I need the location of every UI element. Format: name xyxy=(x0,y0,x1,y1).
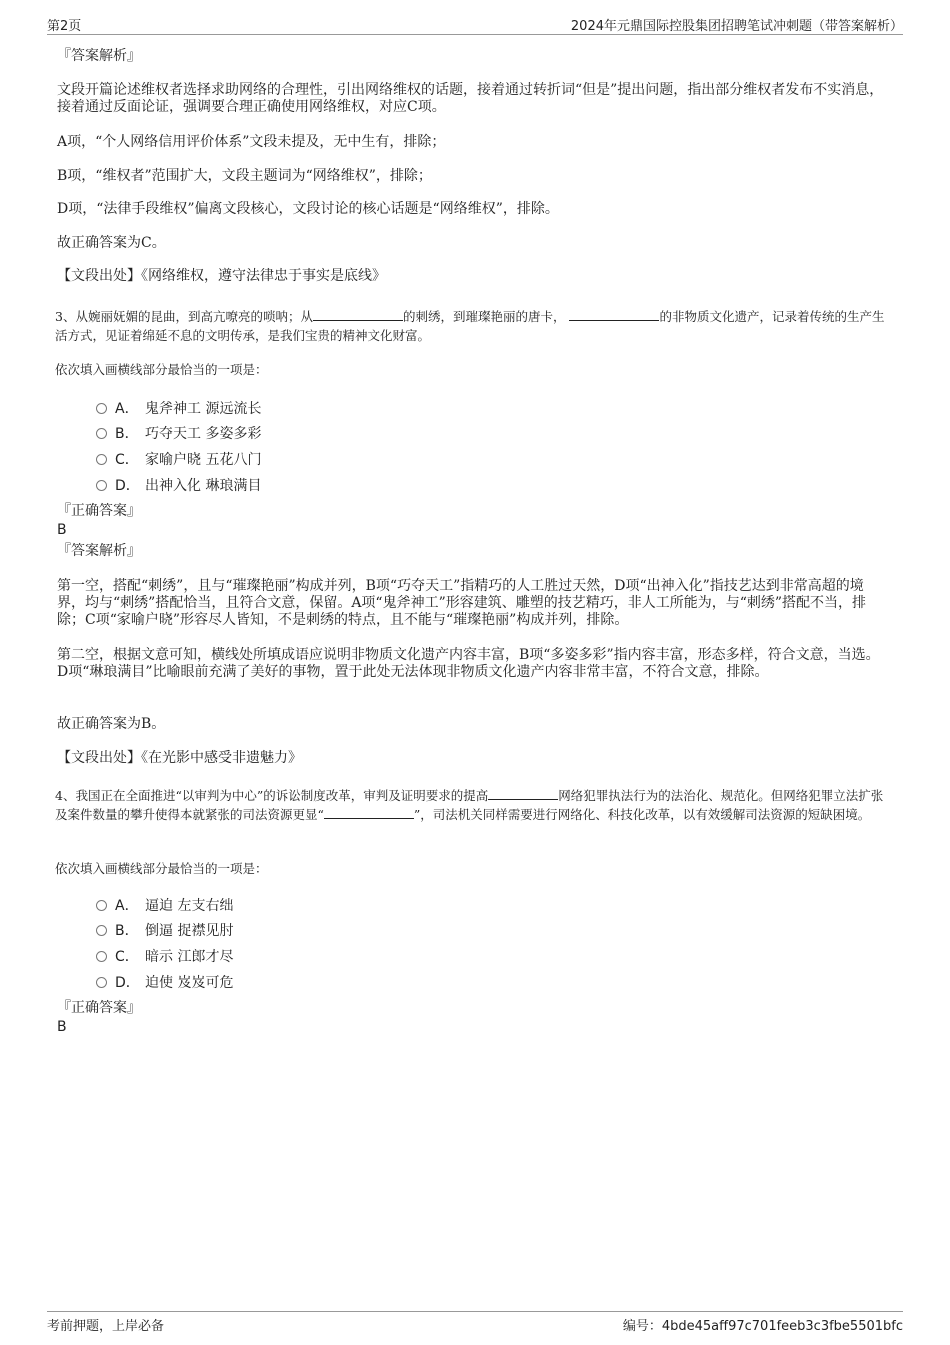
radio-icon[interactable] xyxy=(96,428,107,439)
q3-stem-part-a: 3、从婉丽妩媚的昆曲，到高亢嘹亮的唢呐；从 xyxy=(55,309,313,324)
q3-answer-label: 『正确答案』 xyxy=(57,503,141,519)
option-text: 迫使 岌岌可危 xyxy=(145,975,234,991)
q2-analysis-label: 『答案解析』 xyxy=(57,48,141,64)
q3-prompt: 依次填入画横线部分最恰当的一项是： xyxy=(55,362,268,377)
q4-prompt: 依次填入画横线部分最恰当的一项是： xyxy=(55,861,268,876)
document-id: 编号：4bde45aff97c701feeb3c3fbe5501bfc xyxy=(622,1319,903,1334)
radio-icon[interactable] xyxy=(96,403,107,414)
document-title: 2024年元鼎国际控股集团招聘笔试冲刺题（带答案解析） xyxy=(570,19,903,34)
q3-analysis-p2: 第二空，根据文意可知，横线处所填成语应说明非物质文化遗产内容丰富，B项“多姿多彩”指内容丰富，形态多样，符合文意，当选。D项“琳琅满目”比喻眼前充满了美好的事物，置于此处无法体现非物质文化遗产内容非常丰富，不符合文意，排除。 xyxy=(57,647,880,680)
option-letter: B． xyxy=(115,426,139,442)
q4-answer-label: 『正确答案』 xyxy=(57,1000,141,1016)
option-letter: A． xyxy=(115,401,139,417)
q3-option-d[interactable] xyxy=(96,475,261,495)
q2-analysis-p1: 文段开篇论述维权者选择求助网络的合理性，引出网络维权的话题，接着通过转折词“但是”提出问题，指出部分维权者发布不实消息，接着通过反面论证，强调要合理正确使用网络维权，对应C项。 xyxy=(57,82,884,115)
q4-stem-part-b: 网络犯罪执法行为的法治化、规范化。但网络犯罪立法扩张及案件数量的攀升使得本就紧张的司法资源更显“ xyxy=(55,788,884,822)
radio-icon[interactable] xyxy=(96,900,107,911)
page-number: 第2页 xyxy=(47,19,82,34)
q3-answer: B xyxy=(57,522,67,538)
option-letter: A． xyxy=(115,898,139,914)
q3-stem-part-c: 的非物质文化遗产，记录着传统的生产生活方式，见证着绵延不息的文明传承，是我们宝贵的精神文化财富。 xyxy=(55,309,885,343)
option-text: 逼迫 左支右绌 xyxy=(145,898,234,914)
q4-stem-part-a: 4、我国正在全面推进“以审判为中心”的诉讼制度改革，审判及证明要求的提高 xyxy=(55,788,489,803)
q4-blank-1 xyxy=(488,787,558,800)
page-footer xyxy=(47,1311,903,1336)
q3-stem-part-b: 的刺绣，到璀璨艳丽的唐卡， xyxy=(402,309,566,324)
q4-option-c[interactable] xyxy=(96,946,233,966)
option-text: 暗示 江郎才尽 xyxy=(145,949,234,965)
q2-analysis-p2: A项，“个人网络信用评价体系”文段未提及，无中生有，排除； xyxy=(57,134,446,150)
q3-conclusion: 故正确答案为B。 xyxy=(57,716,166,732)
q4-stem xyxy=(55,786,895,824)
option-text: 巧夺天工 多姿多彩 xyxy=(145,426,262,442)
q3-option-a[interactable] xyxy=(96,398,261,418)
q3-analysis-label: 『答案解析』 xyxy=(57,543,141,559)
option-text: 倒逼 捉襟见肘 xyxy=(145,923,234,939)
q4-option-a[interactable] xyxy=(96,895,233,915)
q2-analysis-p4: D项，“法律手段维权”偏离文段核心，文段讨论的核心话题是“网络维权”，排除。 xyxy=(57,201,559,217)
q2-source: 【文段出处】《网络维权，遵守法律忠于事实是底线》 xyxy=(57,268,386,284)
q2-conclusion: 故正确答案为C。 xyxy=(57,235,166,251)
q4-answer: B xyxy=(57,1019,67,1035)
radio-icon[interactable] xyxy=(96,951,107,962)
q3-stem xyxy=(55,307,895,345)
option-letter: D． xyxy=(115,975,140,991)
option-letter: B． xyxy=(115,923,139,939)
q3-blank-1 xyxy=(313,308,403,321)
radio-icon[interactable] xyxy=(96,925,107,936)
option-text: 家喻户晓 五花八门 xyxy=(145,452,262,468)
radio-icon[interactable] xyxy=(96,480,107,491)
radio-icon[interactable] xyxy=(96,977,107,988)
option-text: 鬼斧神工 源远流长 xyxy=(145,401,262,417)
q3-analysis-p1: 第一空，搭配“刺绣”，且与“璀璨艳丽”构成并列，B项“巧夺天工”指精巧的人工胜过天然，D项“出神入化”指技艺达到非常高超的境界，均与“刺绣”搭配恰当，且符合文意，保留。A项“鬼斧神工”形容建筑、雕塑的技艺精巧，非人工所能为，与“刺绣”搭配不当，排除；C项“家喻户晓”形容尽人皆知，不是刺绣的特点，且不能与“璀璨艳丽”构成并列，排除。 xyxy=(57,578,867,628)
q4-stem-part-c: ”，司法机关同样需要进行网络化、科技化改革，以有效缓解司法资源的短缺困境。 xyxy=(413,807,871,822)
q3-option-b[interactable] xyxy=(96,423,261,443)
q3-source: 【文段出处】《在光影中感受非遗魅力》 xyxy=(57,750,302,766)
radio-icon[interactable] xyxy=(96,454,107,465)
q3-option-c[interactable] xyxy=(96,449,261,469)
q2-analysis-p3: B项，“维权者”范围扩大，文段主题词为“网络维权”，排除； xyxy=(57,168,432,184)
option-letter: C． xyxy=(115,452,139,468)
option-letter: D． xyxy=(115,478,140,494)
option-letter: C． xyxy=(115,949,139,965)
option-text: 出神入化 琳琅满目 xyxy=(145,478,262,494)
page-header xyxy=(47,14,903,35)
q3-blank-2 xyxy=(569,308,659,321)
q4-blank-2 xyxy=(324,806,414,819)
q4-option-d[interactable] xyxy=(96,972,233,992)
footer-slogan: 考前押题，上岸必备 xyxy=(47,1319,165,1334)
q4-option-b[interactable] xyxy=(96,920,233,940)
